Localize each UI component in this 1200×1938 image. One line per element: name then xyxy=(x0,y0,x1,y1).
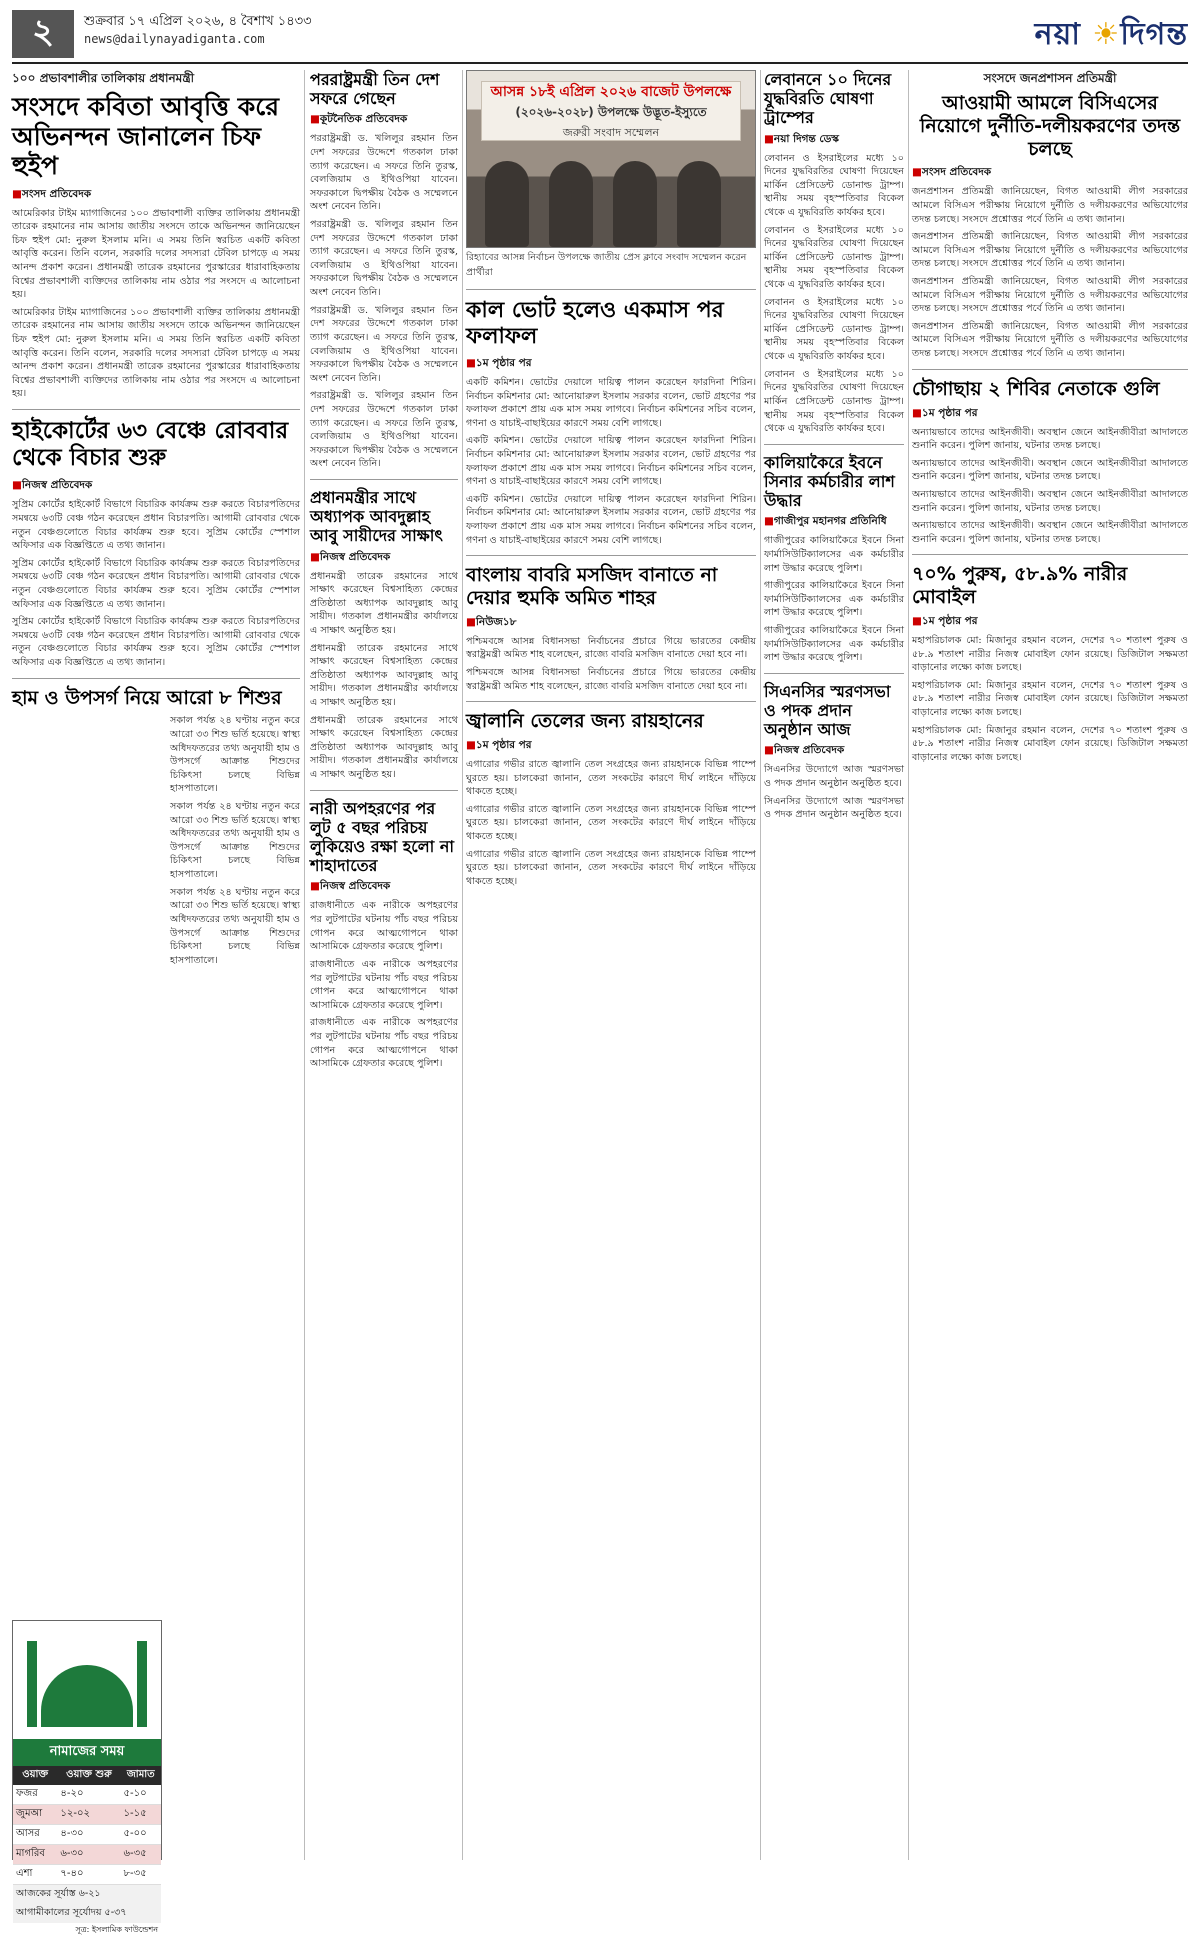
story-headline[interactable]: লেবাননে ১০ দিনের যুদ্ধবিরতি ঘোষণা ট্রাম্পের xyxy=(764,70,892,128)
story-body-continued: প্রধানমন্ত্রী তারেক রহমানের সাথে সাক্ষাৎ করেছেন বিশ্বসাহিত্য কেন্দ্রের প্রতিষ্ঠাতা অধ্যাপক আবদুল্লাহ আবু সায়ীদ। গতকাল প্রধানমন্ত্রীর কার্যালয়ে এ সাক্ষাৎ অনুষ্ঠিত হয়। xyxy=(310,714,458,781)
mosque-icon xyxy=(13,1621,161,1739)
story-headline[interactable]: চৌগাছায় ২ শিবির নেতাকে গুলি xyxy=(912,377,1160,400)
story-body-continued: লেবানন ও ইসরাইলের মধ্যে ১০ দিনের যুদ্ধবিরতির ঘোষণা দিয়েছেন মার্কিন প্রেসিডেন্ট ডোনাল্ড ট্রাম্প। স্থানীয় সময় বৃহস্পতিবার বিকেল থেকে এ যুদ্ধবিরতি কার্যকর হবে। xyxy=(764,368,904,435)
story-body: এগারোর গভীর রাতে জ্বালানি তেল সংগ্রহের জন্য রায়হানকে বিভিন্ন পাম্পে ঘুরতে হয়। চালকেরা জানান, তেল সংকটের কারণে দীর্ঘ লাইনে দাঁড়িয়ে থাকতে হচ্ছে। xyxy=(466,759,756,798)
story-body: প্রধানমন্ত্রী তারেক রহমানের সাথে সাক্ষাৎ করেছেন বিশ্বসাহিত্য কেন্দ্রের প্রতিষ্ঠাতা অধ্যাপক আবদুল্লাহ আবু সায়ীদ। গতকাল প্রধানমন্ত্রীর কার্যালয়ে এ সাক্ষাৎ অনুষ্ঠিত হয়। xyxy=(310,570,458,636)
press-conference-photo[interactable] xyxy=(466,70,756,248)
story-body-continued: পররাষ্ট্রমন্ত্রী ড. খলিলুর রহমান তিন দেশ সফরের উদ্দেশে গতকাল ঢাকা ত্যাগ করেছেন। এ সফরে তিনি তুরস্ক, বেলজিয়াম ও ইথিওপিয়া যাবেন। সফরকালে দ্বিপক্ষীয় বৈঠক ও সম্মেলনে অংশ নেবেন তিনি। xyxy=(310,219,458,299)
column-divider xyxy=(462,70,463,1860)
dome-shape xyxy=(41,1665,133,1727)
story-body-continued: জনপ্রশাসন প্রতিমন্ত্রী জানিয়েছেন, বিগত আওয়ামী লীগ সরকারের আমলে বিসিএস পরীক্ষায় নিয়োগে দুর্নীতি ও দলীয়করণের অভিযোগের তদন্ত চলছে। সংসদে প্রশ্নোত্তর পর্বে তিনি এ তথ্য জানান। xyxy=(912,320,1188,360)
sunrise-time: আগামীকালের সূর্যোদয় ৫-৩৭ xyxy=(13,1904,161,1923)
story-body-continued: সকাল পর্যন্ত ২৪ ঘণ্টায় নতুন করে আরো ৩৩ শিশু ভর্তি হয়েছে। স্বাস্থ্য অধিদফতরের তথ্য অনুযায়ী হাম ও উপসর্গে আক্রান্ত শিশুদের চিকিৎসা চলছে বিভিন্ন হাসপাতালে। xyxy=(170,886,300,966)
story-body-continued: রাজধানীতে এক নারীকে অপহরণের পর লুটপাটের ঘটনায় পাঁচ বছর পরিচয় গোপন করে আত্মগোপনে থাকা আসামিকে গ্রেফতার করেছে পুলিশ। xyxy=(310,1017,458,1070)
divider xyxy=(12,409,300,410)
story-headline[interactable]: সিএনসির স্মরণসভা ও পদক প্রদান অনুষ্ঠান আজ xyxy=(764,681,891,740)
story-body-continued: সিএনসির উদ্যোগে আজ স্মরণসভা ও পদক প্রদান অনুষ্ঠান অনুষ্ঠিত হবে। xyxy=(764,795,904,821)
column-divider xyxy=(304,70,305,1860)
prayer-title: নামাজের সময় xyxy=(13,1739,161,1766)
cell-start: ১২-০২ xyxy=(57,1805,120,1825)
cell-jamaat: ৮-৩৫ xyxy=(121,1865,161,1885)
col-header: ওয়াক্ত xyxy=(13,1766,57,1785)
story-text-wrap xyxy=(170,714,300,967)
story-byline: ■ নয়া দিগন্ত ডেস্ক xyxy=(764,132,904,149)
story-body-continued: মহাপরিচালক মো: মিজানুর রহমান বলেন, দেশের ৭০ শতাংশ পুরুষ ও ৫৮.৯ শতাংশ নারীর নিজস্ব মোবাইল ফোন রয়েছে। ডিজিটাল সক্ষমতা বাড়ানোর লক্ষ্যে কাজ চলছে। xyxy=(912,724,1188,763)
cell-name: আসর xyxy=(13,1825,57,1845)
story-headline[interactable]: নারী অপহরণের পর লুট ৫ বছর পরিচয় লুকিয়েও রক্ষা হলো না শাহাদাতের xyxy=(310,798,455,876)
story-body: সিএনসির উদ্যোগে আজ স্মরণসভা ও পদক প্রদান অনুষ্ঠান অনুষ্ঠিত হবে। xyxy=(764,764,904,789)
cell-jamaat: ৫-১০ xyxy=(121,1785,161,1805)
dateline: শুক্রবার ১৭ এপ্রিল ২০২৬, ৪ বৈশাখ ১৪৩৩ xyxy=(84,14,312,29)
table-row xyxy=(13,1865,161,1885)
divider xyxy=(310,479,458,480)
story-headline[interactable]: হাম ও উপসর্গ নিয়ে আরো ৮ শিশুর xyxy=(12,686,282,709)
cell-start: ৭-৪০ xyxy=(57,1865,120,1885)
story-body: রাজধানীতে এক নারীকে অপহরণের পর লুটপাটের ঘটনায় পাঁচ বছর পরিচয় গোপন করে আত্মগোপনে থাকা আসামিকে গ্রেফতার করেছে পুলিশ। xyxy=(310,900,458,953)
story-body-continued: লেবানন ও ইসরাইলের মধ্যে ১০ দিনের যুদ্ধবিরতির ঘোষণা দিয়েছেন মার্কিন প্রেসিডেন্ট ডোনাল্ড ট্রাম্প। স্থানীয় সময় বৃহস্পতিবার বিকেল থেকে এ যুদ্ধবিরতি কার্যকর হবে। xyxy=(764,224,904,291)
cell-jamaat: ৬-৩৫ xyxy=(121,1845,161,1865)
divider xyxy=(466,701,756,702)
sunset-time: আজকের সূর্যাস্ত ৬-২১ xyxy=(13,1885,161,1904)
divider xyxy=(12,678,300,679)
story-body: আমেরিকার টাইম ম্যাগাজিনের ১০০ প্রভাবশালী ব্যক্তির তালিকায় প্রধানমন্ত্রী তারেক রহমানের নাম আসায় জাতীয় সংসদে তাকে অভিনন্দন জানিয়েছেন চিফ হুইপ মো: নুরুল ইসলাম মনি। এ সময় তিনি স্বরচিত একটি কবিতা আবৃত্তি করেন। তিনি বলেন, সরকারি দলের সদস্যরা টেবিল চাপড়ে এ সময় আনন্দ প্রকাশ করেন। প্রধানমন্ত্রী তারেক রহমানের পুরস্কারের ধারাবাহিকতায় বিশ্বের প্রভাবশালী ব্যক্তিদের তালিকায় নাম ওঠার পর সংসদে এ আলোচনা হয়। xyxy=(12,207,300,301)
divider xyxy=(912,554,1188,555)
table-row xyxy=(13,1825,161,1845)
prayer-table xyxy=(13,1766,161,1885)
prayer-source: সূত্র: ইসলামিক ফাউন্ডেশন xyxy=(75,1925,158,1934)
cell-start: ৬-৩০ xyxy=(57,1845,120,1865)
story-body: অন্যায়ভাবে তাদের আইনজীবী। অবস্থান জেনে আইনজীবীরা আদালতে শুনানি করেন। পুলিশ জানায়, ঘটনার তদন্ত চলছে। xyxy=(912,426,1188,452)
story-byline: ■ ১ম পৃষ্ঠার পর xyxy=(912,406,1188,423)
page-header xyxy=(12,10,1188,58)
masthead-part-b: দিগন্ত xyxy=(1120,17,1188,52)
story-headline[interactable]: কাল ভোট হলেও একমাস পর ফলাফল xyxy=(466,298,724,349)
column-3 xyxy=(466,70,756,889)
person-figure xyxy=(677,161,721,247)
column-4 xyxy=(764,70,904,822)
minaret-shape xyxy=(27,1641,37,1727)
page-number: ২ xyxy=(12,10,74,58)
person-figure xyxy=(613,161,657,247)
story-body-continued: পশ্চিমবঙ্গে আসন্ন বিধানসভা নির্বাচনের প্রচারে গিয়ে ভারতের কেন্দ্রীয় স্বরাষ্ট্রমন্ত্রী অমিত শাহ বলেছেন, রাজ্যে বাবরি মসজিদ বানাতে দেয়া হবে না। xyxy=(466,667,756,692)
divider xyxy=(764,444,904,445)
story-byline: ■ নিজস্ব প্রতিবেদক xyxy=(310,879,458,896)
story-body-continued: পররাষ্ট্রমন্ত্রী ড. খলিলুর রহমান তিন দেশ সফরের উদ্দেশে গতকাল ঢাকা ত্যাগ করেছেন। এ সফরে তিনি তুরস্ক, বেলজিয়াম ও ইথিওপিয়া যাবেন। সফরকালে দ্বিপক্ষীয় বৈঠক ও সম্মেলনে অংশ নেবেন তিনি। xyxy=(310,304,458,384)
divider xyxy=(466,555,756,556)
story-body: গাজীপুরের কালিয়াকৈরে ইবনে সিনা ফার্মাসিউটিক্যালসের এক কর্মচারীর লাশ উদ্ধার করেছে পুলিশ। xyxy=(764,535,904,574)
person-figure xyxy=(485,161,529,247)
story-body-continued: সকাল পর্যন্ত ২৪ ঘণ্টায় নতুন করে আরো ৩৩ শিশু ভর্তি হয়েছে। স্বাস্থ্য অধিদফতরের তথ্য অনুযায়ী হাম ও উপসর্গে আক্রান্ত শিশুদের চিকিৎসা চলছে বিভিন্ন হাসপাতালে। xyxy=(170,801,300,881)
photo-caption: রিহ্যাবের আসন্ন নির্বাচন উপলক্ষে জাতীয় প্রেস ক্লাবে সংবাদ সম্মেলন করেন প্রার্থীরা xyxy=(466,252,747,278)
table-row xyxy=(13,1785,161,1805)
story-body: সকাল পর্যন্ত ২৪ ঘণ্টায় নতুন করে আরো ৩৩ শিশু ভর্তি হয়েছে। স্বাস্থ্য অধিদফতরের তথ্য অনুযায়ী হাম ও উপসর্গে আক্রান্ত শিশুদের চিকিৎসা চলছে বিভিন্ন হাসপাতালে। xyxy=(170,715,300,795)
story-byline: ■ ১ম পৃষ্ঠার পর xyxy=(912,614,1188,631)
cell-jamaat: ৫-০০ xyxy=(121,1825,161,1845)
story-headline[interactable]: হাইকোর্টের ৬৩ বেঞ্চে রোববার থেকে বিচার শুরু xyxy=(12,418,289,472)
story-headline[interactable]: প্রধানমন্ত্রীর সাথে অধ্যাপক আবদুল্লাহ আবু সায়ীদের সাক্ষাৎ xyxy=(310,488,443,546)
story-byline: ■ নিজস্ব প্রতিবেদক xyxy=(310,550,458,567)
banner-line: জরুরী সংবাদ সম্মেলন xyxy=(562,125,660,139)
story-headline[interactable]: কালিয়াকৈরে ইবনে সিনার কর্মচারীর লাশ উদ্ধার xyxy=(764,452,895,511)
story-body-continued: জনপ্রশাসন প্রতিমন্ত্রী জানিয়েছেন, বিগত আওয়ামী লীগ সরকারের আমলে বিসিএস পরীক্ষায় নিয়োগে দুর্নীতি ও দলীয়করণের অভিযোগের তদন্ত চলছে। সংসদে প্রশ্নোত্তর পর্বে তিনি এ তথ্য জানান। xyxy=(912,231,1188,270)
story-byline: ■ নিজস্ব প্রতিবেদক xyxy=(764,743,904,760)
photo-banner xyxy=(481,81,741,141)
divider xyxy=(310,790,458,791)
story-body-continued: মহাপরিচালক মো: মিজানুর রহমান বলেন, দেশের ৭০ শতাংশ পুরুষ ও ৫৮.৯ শতাংশ নারীর নিজস্ব মোবাইল ফোন রয়েছে। ডিজিটাল সক্ষমতা বাড়ানোর লক্ষ্যে কাজ চলছে। xyxy=(912,679,1188,719)
cell-name: মাগরিব xyxy=(13,1845,57,1865)
divider xyxy=(764,673,904,674)
cell-name: ফজর xyxy=(13,1785,57,1805)
story-body-continued: লেবানন ও ইসরাইলের মধ্যে ১০ দিনের যুদ্ধবিরতির ঘোষণা দিয়েছেন মার্কিন প্রেসিডেন্ট ডোনাল্ড ট্রাম্প। স্থানীয় সময় বৃহস্পতিবার বিকেল থেকে এ যুদ্ধবিরতি কার্যকর হবে। xyxy=(764,296,904,363)
story-body-continued: সুপ্রিম কোর্টের হাইকোর্ট বিভাগে বিচারিক কার্যক্রম শুরু করতে বিচারপতিদের সমন্বয়ে ৬৩টি বেঞ্চ গঠন করেছেন প্রধান বিচারপতি। আগামী রোববার থেকে নতুন বেঞ্চগুলোতে বিচার কার্যক্রম শুরু হবে। সুপ্রিম কোর্টের স্পেশাল অফিসার এক বিজ্ঞপ্তিতে এ তথ্য জানান। xyxy=(12,557,300,610)
story-body: মহাপরিচালক মো: মিজানুর রহমান বলেন, দেশের ৭০ শতাংশ পুরুষ ও ৫৮.৯ শতাংশ নারীর নিজস্ব মোবাইল ফোন রয়েছে। ডিজিটাল সক্ষমতা বাড়ানোর লক্ষ্যে কাজ চলছে। xyxy=(912,634,1188,674)
story-headline[interactable]: আওয়ামী আমলে বিসিএসের নিয়োগে দুর্নীতি-দলীয়করণের তদন্ত চলছে xyxy=(919,92,1181,160)
story-kicker: ১০০ প্রভাবশালীর তালিকায় প্রধানমন্ত্রী xyxy=(12,71,195,85)
column-divider xyxy=(760,70,761,1860)
story-body: সুপ্রিম কোর্টের হাইকোর্ট বিভাগে বিচারিক কার্যক্রম শুরু করতে বিচারপতিদের সমন্বয়ে ৬৩টি বেঞ্চ গঠন করেছেন প্রধান বিচারপতি। আগামী রোববার থেকে নতুন বেঞ্চগুলোতে বিচার কার্যক্রম শুরু হবে। সুপ্রিম কোর্টের স্পেশাল অফিসার এক বিজ্ঞপ্তিতে এ তথ্য জানান। xyxy=(12,499,300,552)
masthead-part-a: নয়া xyxy=(1034,17,1081,52)
banner-line: আসন্ন ১৮ই এপ্রিল ২০২৬ বাজেট উপলক্ষে xyxy=(490,83,732,100)
prayer-times-box xyxy=(12,1620,162,1934)
cell-name: জুমআ xyxy=(13,1805,57,1825)
email-link[interactable]: news@dailynayadiganta.com xyxy=(84,32,265,46)
story-body-continued: অন্যায়ভাবে তাদের আইনজীবী। অবস্থান জেনে আইনজীবীরা আদালতে শুনানি করেন। পুলিশ জানায়, ঘটনার তদন্ত চলছে। xyxy=(912,520,1188,545)
cell-start: ৪-২০ xyxy=(57,1785,120,1805)
story-body: লেবানন ও ইসরাইলের মধ্যে ১০ দিনের যুদ্ধবিরতির ঘোষণা দিয়েছেন মার্কিন প্রেসিডেন্ট ডোনাল্ড ট্রাম্প। স্থানীয় সময় বৃহস্পতিবার বিকেল থেকে এ যুদ্ধবিরতি কার্যকর হবে। xyxy=(764,152,904,218)
sun-icon: ☀ xyxy=(1092,17,1121,52)
story-body-continued: অন্যায়ভাবে তাদের আইনজীবী। অবস্থান জেনে আইনজীবীরা আদালতে শুনানি করেন। পুলিশ জানায়, ঘটনার তদন্ত চলছে। xyxy=(912,457,1188,483)
column-divider xyxy=(908,70,909,1860)
story-body-continued: অন্যায়ভাবে তাদের আইনজীবী। অবস্থান জেনে আইনজীবীরা আদালতে শুনানি করেন। পুলিশ জানায়, ঘটনার তদন্ত চলছে। xyxy=(912,488,1188,514)
column-5 xyxy=(912,70,1188,764)
story-body: একটি কমিশন। ভোটের দেয়ালে দায়িত্ব পালন করেছেন ফারদিনা শিরিন। নির্বাচন কমিশনার মো: আনোয়ারুল ইসলাম সরকার বলেন, ভোট গ্রহণের পর ফলাফল প্রকাশে প্রায় এক মাস সময় লাগবে। নির্বাচন কমিশনের সচিব বলেন, গণনা ও যাচাই-বাছাইয়ের কারণে সময় বেশি লাগছে। xyxy=(466,376,756,429)
story-byline: ■ ১ম পৃষ্ঠার পর xyxy=(466,738,756,755)
story-byline: ■ সংসদ প্রতিবেদক xyxy=(912,165,1188,182)
table-row xyxy=(13,1845,161,1865)
story-byline: ■ ১ম পৃষ্ঠার পর xyxy=(466,356,756,373)
story-byline: ■ সংসদ প্রতিবেদক xyxy=(12,187,300,204)
story-body-continued: প্রধানমন্ত্রী তারেক রহমানের সাথে সাক্ষাৎ করেছেন বিশ্বসাহিত্য কেন্দ্রের প্রতিষ্ঠাতা অধ্যাপক আবদুল্লাহ আবু সায়ীদ। গতকাল প্রধানমন্ত্রীর কার্যালয়ে এ সাক্ষাৎ অনুষ্ঠিত হয়। xyxy=(310,642,458,709)
story-body-continued: পররাষ্ট্রমন্ত্রী ড. খলিলুর রহমান তিন দেশ সফরের উদ্দেশে গতকাল ঢাকা ত্যাগ করেছেন। এ সফরে তিনি তুরস্ক, বেলজিয়াম ও ইথিওপিয়া যাবেন। সফরকালে দ্বিপক্ষীয় বৈঠক ও সম্মেলনে অংশ নেবেন তিনি। xyxy=(310,390,458,470)
story-headline[interactable]: ৭০% পুরুষ, ৫৮.৯% নারীর মোবাইল xyxy=(912,563,1128,609)
divider xyxy=(912,369,1188,370)
banner-line: (২০২৬-২০২৮) উপলক্ষে উদ্ভূত-ইস্যুতে xyxy=(515,104,707,119)
story-body-continued: এগারোর গভীর রাতে জ্বালানি তেল সংগ্রহের জন্য রায়হানকে বিভিন্ন পাম্পে ঘুরতে হয়। চালকেরা জানান, তেল সংকটের কারণে দীর্ঘ লাইনে দাঁড়িয়ে থাকতে হচ্ছে। xyxy=(466,803,756,843)
story-body: পশ্চিমবঙ্গে আসন্ন বিধানসভা নির্বাচনের প্রচারে গিয়ে ভারতের কেন্দ্রীয় স্বরাষ্ট্রমন্ত্রী অমিত শাহ বলেছেন, রাজ্যে বাবরি মসজিদ বানাতে দেয়া হবে না। xyxy=(466,635,756,661)
story-body-continued: সুপ্রিম কোর্টের হাইকোর্ট বিভাগে বিচারিক কার্যক্রম শুরু করতে বিচারপতিদের সমন্বয়ে ৬৩টি বেঞ্চ গঠন করেছেন প্রধান বিচারপতি। আগামী রোববার থেকে নতুন বেঞ্চগুলোতে বিচার কার্যক্রম শুরু হবে। সুপ্রিম কোর্টের স্পেশাল অফিসার এক বিজ্ঞপ্তিতে এ তথ্য জানান। xyxy=(12,616,300,668)
story-body-continued: আমেরিকার টাইম ম্যাগাজিনের ১০০ প্রভাবশালী ব্যক্তির তালিকায় প্রধানমন্ত্রী তারেক রহমানের নাম আসায় জাতীয় সংসদে তাকে অভিনন্দন জানিয়েছেন চিফ হুইপ মো: নুরুল ইসলাম মনি। এ সময় তিনি স্বরচিত একটি কবিতা আবৃত্তি করেন। তিনি বলেন, সরকারি দলের সদস্যরা টেবিল চাপড়ে এ সময় আনন্দ প্রকাশ করেন। প্রধানমন্ত্রী তারেক রহমানের পুরস্কারের ধারাবাহিকতায় বিশ্বের প্রভাবশালী ব্যক্তিদের তালিকায় নাম ওঠার পর সংসদে এ আলোচনা হয়। xyxy=(12,306,300,400)
story-headline[interactable]: সংসদে কবিতা আবৃত্তি করে অভিনন্দন জানালেন চিফ হুইপ xyxy=(12,92,280,180)
cell-name: এশা xyxy=(13,1865,57,1885)
story-byline: ■ কূটনৈতিক প্রতিবেদক xyxy=(310,112,458,129)
story-headline[interactable]: জ্বালানি তেলের জন্য রায়হানের xyxy=(466,710,704,733)
story-body-continued: গাজীপুরের কালিয়াকৈরে ইবনে সিনা ফার্মাসিউটিক্যালসের এক কর্মচারীর লাশ উদ্ধার করেছে পুলিশ। xyxy=(764,624,904,664)
story-body-continued: একটি কমিশন। ভোটের দেয়ালে দায়িত্ব পালন করেছেন ফারদিনা শিরিন। নির্বাচন কমিশনার মো: আনোয়ারুল ইসলাম সরকার বলেন, ভোট গ্রহণের পর ফলাফল প্রকাশে প্রায় এক মাস সময় লাগবে। নির্বাচন কমিশনের সচিব বলেন, গণনা ও যাচাই-বাছাইয়ের কারণে সময় বেশি লাগছে। xyxy=(466,435,756,488)
story-body-continued: গাজীপুরের কালিয়াকৈরে ইবনে সিনা ফার্মাসিউটিক্যালসের এক কর্মচারীর লাশ উদ্ধার করেছে পুলিশ। xyxy=(764,580,904,619)
column-2 xyxy=(310,70,458,1071)
column-1 xyxy=(12,70,300,967)
story-body: পররাষ্ট্রমন্ত্রী ড. খলিলুর রহমান তিন দেশ সফরের উদ্দেশে গতকাল ঢাকা ত্যাগ করেছেন। এ সফরে তিনি তুরস্ক, বেলজিয়াম ও ইথিওপিয়া যাবেন। সফরকালে দ্বিপক্ষীয় বৈঠক ও সম্মেলনে অংশ নেবেন তিনি। xyxy=(310,133,458,213)
story-kicker: সংসদে জনপ্রশাসন প্রতিমন্ত্রী xyxy=(983,71,1117,85)
story-byline: ■ গাজীপুর মহানগর প্রতিনিধি xyxy=(764,514,904,531)
cell-start: ৪-৩০ xyxy=(57,1825,120,1845)
divider xyxy=(466,289,756,290)
story-headline[interactable]: বাংলায় বাবরি মসজিদ বানাতে না দেয়ার হুমকি অমিত শাহর xyxy=(466,564,718,610)
minaret-shape xyxy=(137,1641,147,1727)
person-figure xyxy=(549,161,593,247)
col-header: ওয়াক্ত শুরু xyxy=(57,1766,120,1785)
table-row xyxy=(13,1805,161,1825)
story-headline[interactable]: পররাষ্ট্রমন্ত্রী তিন দেশ সফরে গেছেন xyxy=(310,70,440,109)
story-byline: ■ নিজস্ব প্রতিবেদক xyxy=(12,478,300,495)
masthead-logo xyxy=(1035,10,1188,61)
story-body-continued: জনপ্রশাসন প্রতিমন্ত্রী জানিয়েছেন, বিগত আওয়ামী লীগ সরকারের আমলে বিসিএস পরীক্ষায় নিয়োগে দুর্নীতি ও দলীয়করণের অভিযোগের তদন্ত চলছে। সংসদে প্রশ্নোত্তর পর্বে তিনি এ তথ্য জানান। xyxy=(912,276,1188,315)
story-body: জনপ্রশাসন প্রতিমন্ত্রী জানিয়েছেন, বিগত আওয়ামী লীগ সরকারের আমলে বিসিএস পরীক্ষায় নিয়োগে দুর্নীতি ও দলীয়করণের অভিযোগের তদন্ত চলছে। সংসদে প্রশ্নোত্তর পর্বে তিনি এ তথ্য জানান। xyxy=(912,186,1188,225)
story-body-continued: রাজধানীতে এক নারীকে অপহরণের পর লুটপাটের ঘটনায় পাঁচ বছর পরিচয় গোপন করে আত্মগোপনে থাকা আসামিকে গ্রেফতার করেছে পুলিশ। xyxy=(310,958,458,1011)
story-body-continued: একটি কমিশন। ভোটের দেয়ালে দায়িত্ব পালন করেছেন ফারদিনা শিরিন। নির্বাচন কমিশনার মো: আনোয়ারুল ইসলাম সরকার বলেন, ভোট গ্রহণের পর ফলাফল প্রকাশে প্রায় এক মাস সময় লাগবে। নির্বাচন কমিশনের সচিব বলেন, গণনা ও যাচাই-বাছাইয়ের কারণে সময় বেশি লাগছে। xyxy=(466,493,756,546)
story-body-continued: এগারোর গভীর রাতে জ্বালানি তেল সংগ্রহের জন্য রায়হানকে বিভিন্ন পাম্পে ঘুরতে হয়। চালকেরা জানান, তেল সংকটের কারণে দীর্ঘ লাইনে দাঁড়িয়ে থাকতে হচ্ছে। xyxy=(466,848,756,887)
col-header: জামাত xyxy=(121,1766,161,1785)
story-byline: ■ নিউজ১৮ xyxy=(466,615,756,632)
cell-jamaat: ১-১৫ xyxy=(121,1805,161,1825)
header-rule xyxy=(12,62,1188,64)
